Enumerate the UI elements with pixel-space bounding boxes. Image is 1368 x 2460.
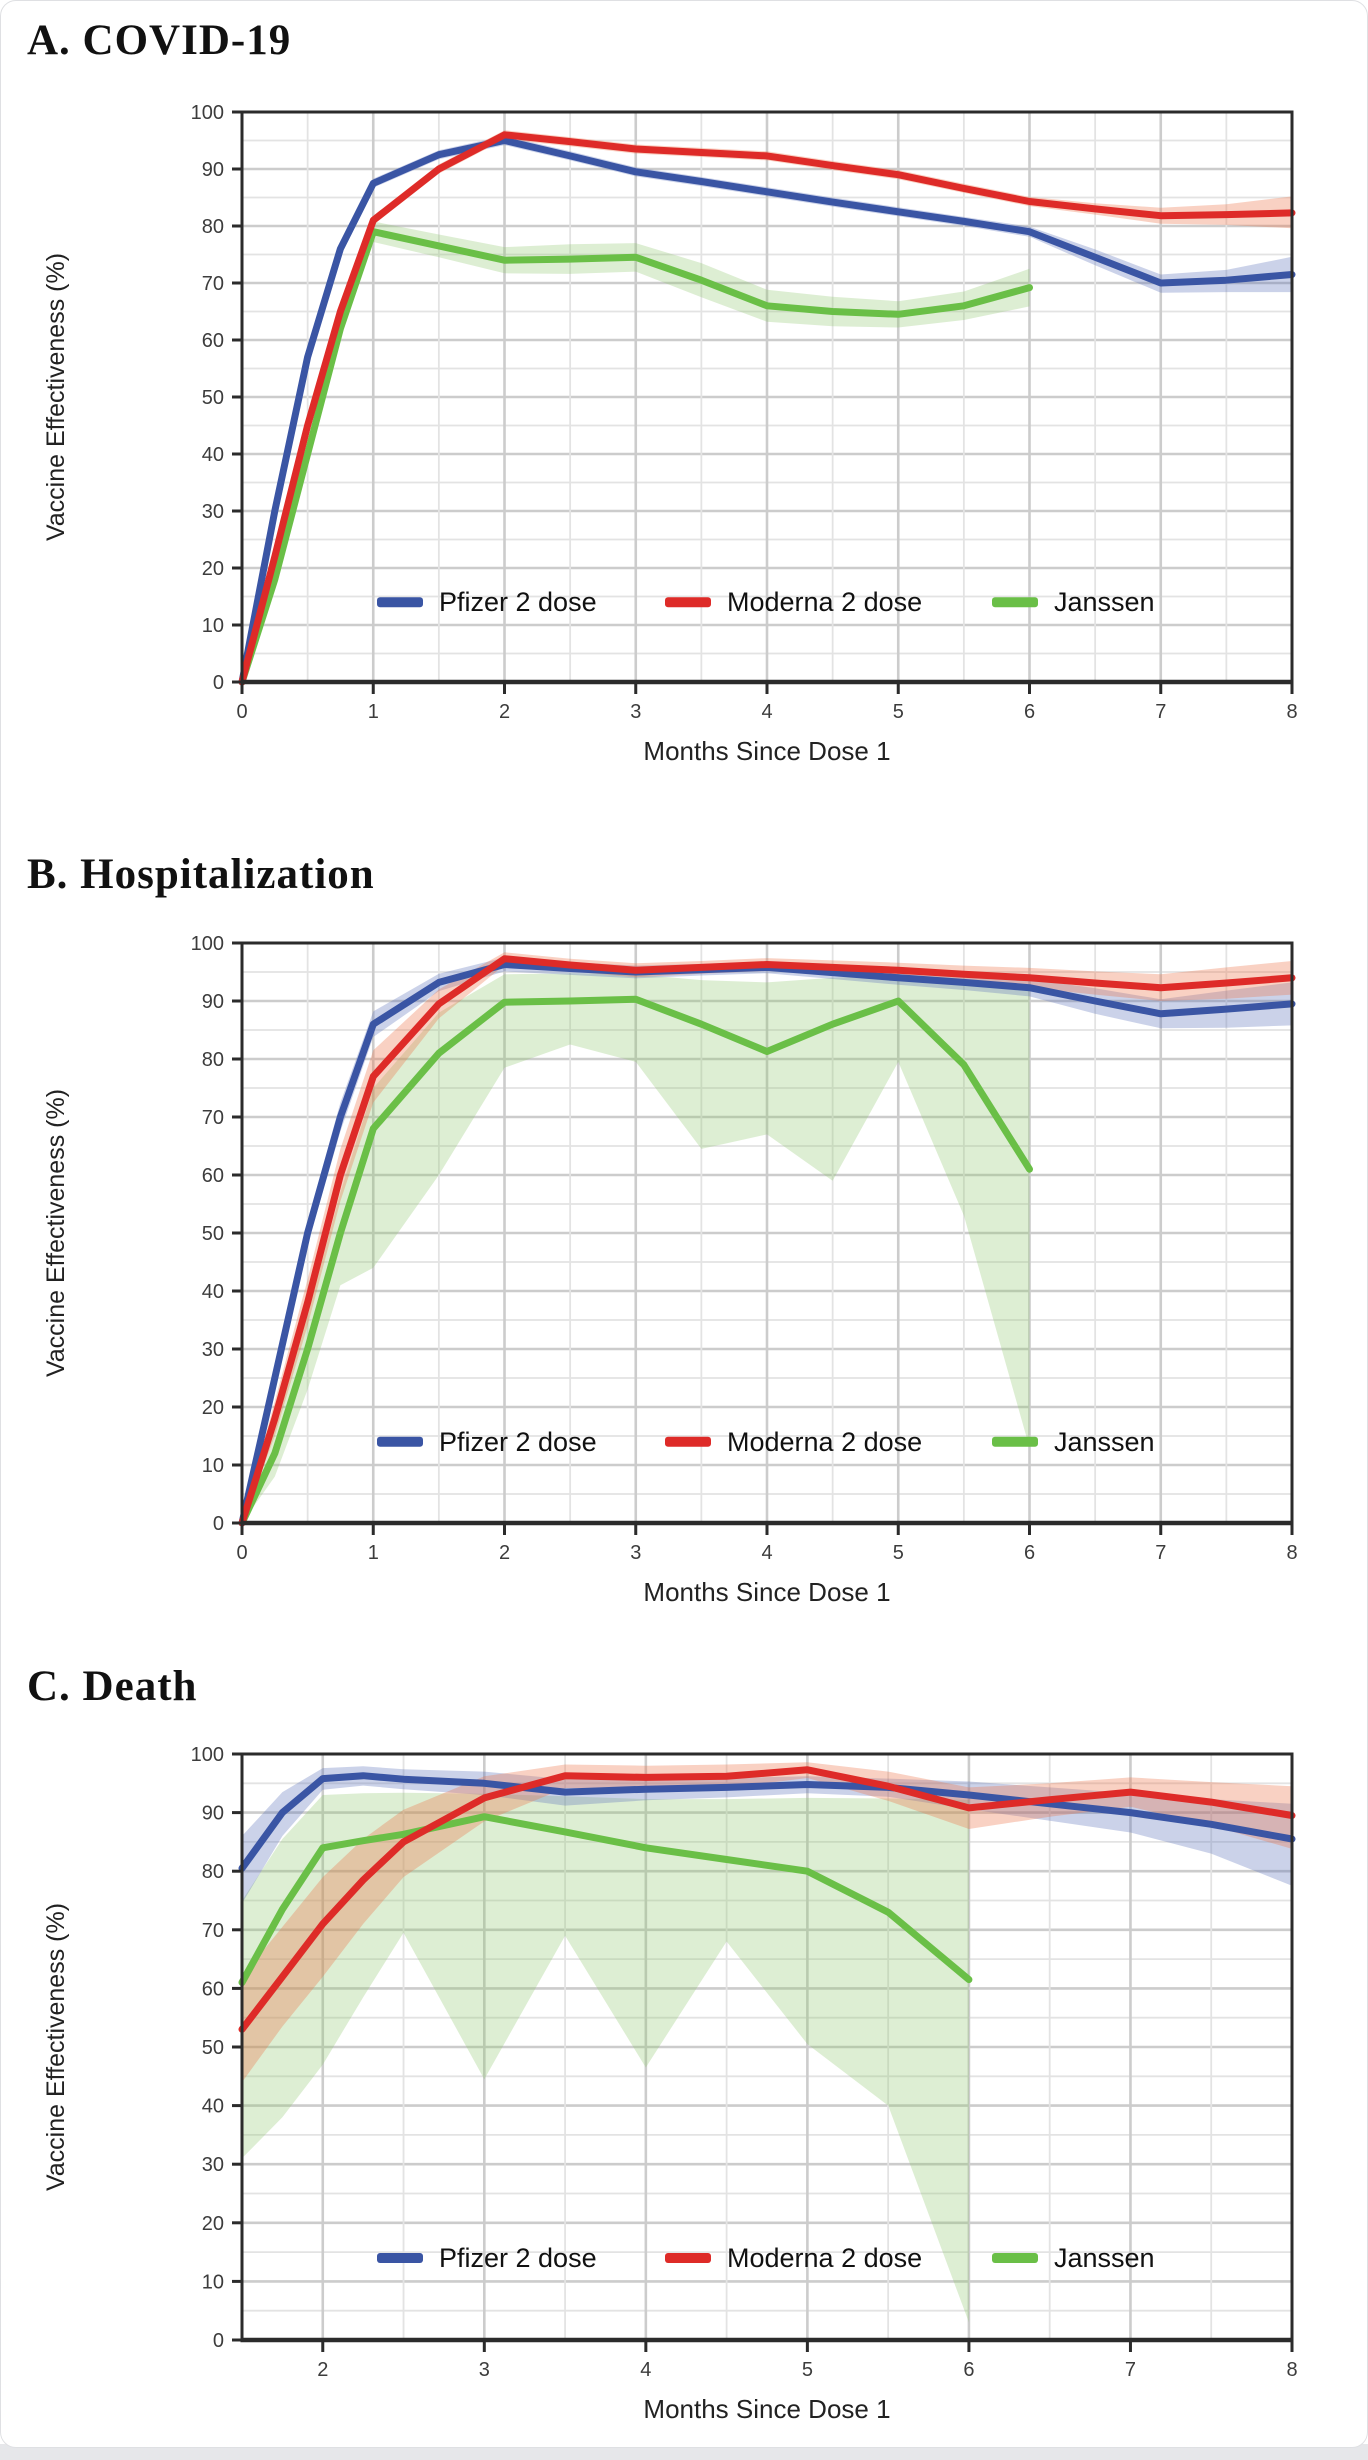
y-axis-title: Vaccine Effectiveness (%) xyxy=(42,252,70,542)
y-tick-label: 80 xyxy=(201,216,224,238)
y-tick-label: 10 xyxy=(201,615,224,637)
x-tick-labels xyxy=(236,701,1297,723)
y-axis-title: Vaccine Effectiveness (%) xyxy=(42,1902,70,2192)
y-tick-label: 60 xyxy=(201,1165,224,1187)
x-tick-label: 4 xyxy=(761,701,773,723)
x-tick-label: 3 xyxy=(630,1542,642,1564)
y-tick-label: 50 xyxy=(201,1223,224,1245)
y-tick-label: 70 xyxy=(201,1919,224,1942)
chart-a-covid19 xyxy=(0,84,1368,794)
x-tick-labels xyxy=(317,2359,1297,2381)
y-tick-label: 40 xyxy=(201,2095,224,2118)
legend-item-moderna xyxy=(665,587,922,617)
legend-item-pfizer xyxy=(377,1427,597,1457)
x-axis-title: Months Since Dose 1 xyxy=(643,2394,891,2424)
legend-label-pfizer: Pfizer 2 dose xyxy=(439,587,597,618)
x-tick-label: 6 xyxy=(1023,701,1036,723)
x-tick-label: 8 xyxy=(1286,2359,1298,2381)
x-tick-label: 3 xyxy=(478,2359,490,2381)
legend-label-janssen: Janssen xyxy=(1054,1426,1155,1457)
y-tick-labels xyxy=(191,1744,224,2352)
y-tick-label: 100 xyxy=(190,1744,224,1766)
x-tick-label: 5 xyxy=(892,1542,904,1564)
x-tick-label: 1 xyxy=(367,1542,379,1564)
legend-item-pfizer xyxy=(377,587,597,617)
y-tick-label: 60 xyxy=(201,1978,224,2001)
x-tick-label: 2 xyxy=(317,2359,329,2381)
legend-item-janssen xyxy=(992,1427,1155,1457)
janssen-legend-swatch xyxy=(992,1437,1038,1447)
y-tick-label: 0 xyxy=(212,1513,224,1535)
y-tick-label: 80 xyxy=(201,1861,224,1884)
x-tick-label: 0 xyxy=(236,701,248,723)
legend-label-moderna: Moderna 2 dose xyxy=(727,587,923,618)
y-tick-label: 70 xyxy=(201,1107,224,1129)
legend-label-janssen: Janssen xyxy=(1054,2242,1155,2273)
y-tick-labels xyxy=(191,102,224,694)
y-tick-label: 0 xyxy=(212,672,224,694)
legend-item-janssen xyxy=(992,2243,1155,2273)
x-tick-labels xyxy=(236,1542,1297,1564)
y-tick-labels xyxy=(191,933,224,1535)
x-tick-label: 4 xyxy=(640,2359,652,2381)
x-tick-label: 5 xyxy=(801,2359,813,2381)
y-tick-label: 30 xyxy=(201,501,224,523)
legend-label-moderna: Moderna 2 dose xyxy=(727,2242,923,2273)
x-axis-title: Months Since Dose 1 xyxy=(643,736,891,766)
legend-item-janssen xyxy=(992,587,1155,617)
x-tick-label: 7 xyxy=(1155,701,1167,723)
janssen-legend-swatch xyxy=(992,597,1038,607)
y-tick-label: 60 xyxy=(201,330,224,352)
x-tick-label: 4 xyxy=(761,1542,773,1564)
legend-label-pfizer: Pfizer 2 dose xyxy=(439,2242,597,2273)
chart-b-hospitalization xyxy=(0,917,1368,1627)
y-axis-title: Vaccine Effectiveness (%) xyxy=(42,1088,70,1378)
x-tick-label: 0 xyxy=(236,1542,248,1564)
panel-a-title: A. COVID-19 xyxy=(27,17,292,64)
legend-item-pfizer xyxy=(377,2243,597,2273)
pfizer-legend-swatch xyxy=(377,2253,423,2263)
legend-item-moderna xyxy=(665,1427,922,1457)
y-tick-label: 50 xyxy=(201,2037,224,2059)
y-tick-label: 10 xyxy=(201,2271,224,2294)
y-tick-label: 50 xyxy=(201,387,224,409)
moderna-legend-swatch xyxy=(665,1437,711,1447)
legend-label-pfizer: Pfizer 2 dose xyxy=(439,1426,597,1457)
x-tick-label: 5 xyxy=(892,701,904,723)
y-tick-label: 20 xyxy=(201,558,224,580)
x-tick-label: 7 xyxy=(1155,1542,1167,1564)
y-tick-label: 100 xyxy=(190,933,224,955)
x-tick-label: 8 xyxy=(1286,701,1298,723)
moderna-legend-swatch xyxy=(665,597,711,607)
x-tick-label: 1 xyxy=(367,701,379,723)
x-tick-label: 3 xyxy=(630,701,642,723)
y-tick-label: 70 xyxy=(201,273,224,295)
legend-label-janssen: Janssen xyxy=(1054,587,1155,618)
legend-item-moderna xyxy=(665,2243,922,2273)
legend xyxy=(377,587,1155,617)
y-tick-label: 20 xyxy=(201,2212,224,2235)
x-tick-label: 2 xyxy=(498,1542,511,1564)
y-tick-label: 80 xyxy=(201,1049,224,1071)
y-tick-label: 30 xyxy=(201,2154,224,2177)
chart-c-death xyxy=(0,1728,1368,2444)
x-tick-label: 2 xyxy=(498,701,511,723)
panel-c-title: C. Death xyxy=(27,1663,198,1710)
x-tick-label: 6 xyxy=(1023,1542,1036,1564)
pfizer-legend-swatch xyxy=(377,597,423,607)
legend xyxy=(377,1427,1155,1457)
y-tick-label: 0 xyxy=(212,2330,224,2352)
x-axis-title: Months Since Dose 1 xyxy=(643,1577,891,1607)
y-tick-label: 10 xyxy=(201,1455,224,1477)
y-tick-label: 90 xyxy=(201,159,224,181)
panel-b-title: B. Hospitalization xyxy=(27,851,375,898)
y-tick-label: 30 xyxy=(201,1339,224,1361)
y-tick-label: 40 xyxy=(201,1281,224,1303)
x-tick-label: 7 xyxy=(1124,2359,1137,2381)
y-tick-label: 20 xyxy=(201,1397,224,1419)
x-tick-label: 8 xyxy=(1286,1542,1298,1564)
janssen-legend-swatch xyxy=(992,2253,1038,2263)
y-tick-label: 90 xyxy=(201,991,224,1013)
y-tick-label: 40 xyxy=(201,444,224,466)
y-tick-label: 100 xyxy=(190,102,224,124)
legend xyxy=(377,2243,1155,2273)
pfizer-legend-swatch xyxy=(377,1437,423,1447)
y-tick-label: 90 xyxy=(201,1802,224,1825)
legend-label-moderna: Moderna 2 dose xyxy=(727,1426,923,1457)
moderna-legend-swatch xyxy=(665,2253,711,2263)
x-tick-label: 6 xyxy=(963,2359,975,2381)
